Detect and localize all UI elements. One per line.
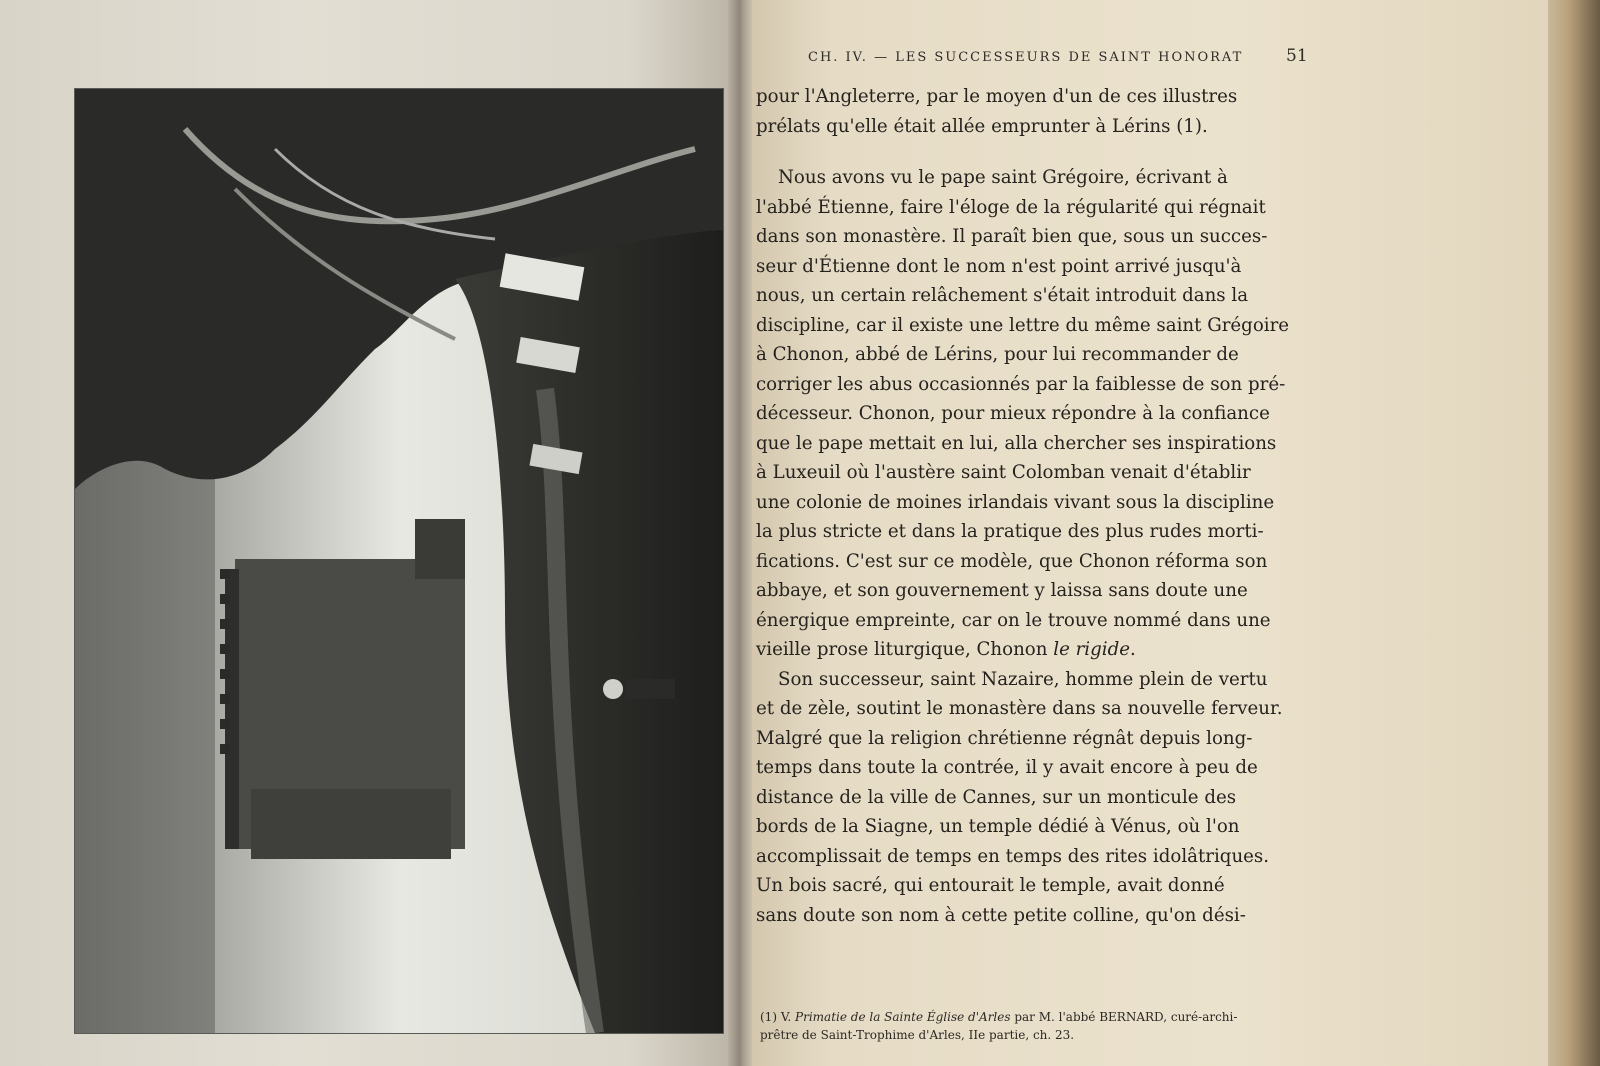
text-line: discipline, car il existe une lettre du même saint Grégoire [756,314,1290,336]
text-line: Un bois sacré, qui entourait le temple, avait donné [756,875,1225,896]
page-number: 51 [1286,46,1308,66]
text-line: Malgré que la religion chrétienne régnât depuis long- [756,727,1253,749]
text-line: énergique empreinte, car on le trouve nommé dans une [756,609,1271,631]
text-line-with-italic [756,635,1338,665]
footnote-line-1 [760,1008,1350,1026]
text-suffix: . [1130,639,1136,660]
text-line: nous, un certain relâchement s'était introduit dans la [756,285,1249,306]
text-line: et de zèle, soutint le monastère dans sa nouvelle ferveur. [756,698,1283,719]
footnote-marker: (1) V. [760,1010,796,1024]
photo-plate-monastery [74,88,724,1034]
paragraph-gap [756,141,1338,163]
footnote-line-2: prêtre de Saint-Trophime d'Arles, IIe partie, ch. 23. [760,1028,1075,1042]
text-line: décesseur. Chonon, pour mieux répondre à la confiance [756,403,1270,424]
text-line: la plus stricte et dans la pratique des plus rudes morti- [756,521,1264,542]
text-line: que le pape mettait en lui, alla chercher ses inspirations [756,432,1277,454]
text-line: corriger les abus occasionnés par la faiblesse de son pré- [756,373,1286,395]
text-line: dans son monastère. Il paraît bien que, sous un succes- [756,226,1268,247]
italic-epithet: le rigide [1053,639,1130,660]
text-line: une colonie de moines irlandais vivant sous la discipline [756,491,1275,513]
monastery-tower-photo [75,89,723,1033]
text-line: Son successeur, saint Nazaire, homme plein de vertu [778,668,1268,690]
footnote-title: Primatie de la Sainte Église d'Arles [795,1010,1011,1024]
book-gutter [728,0,754,1066]
text-line: à Luxeuil où l'austère saint Colomban venait d'établir [756,462,1251,483]
text-line: l'abbé Étienne, faire l'éloge de la régularité qui régnait [756,196,1266,218]
text-line: pour l'Angleterre, par le moyen d'un de ces illustres [756,86,1238,107]
text-line: prélats qu'elle était allée emprunter à Lérins (1). [756,115,1208,137]
footnote-rest: par M. l'abbé BERNARD, curé-archi- [1010,1010,1238,1024]
text-line: à Chonon, abbé de Lérins, pour lui recommander de [756,344,1239,365]
text-prefix: vieille prose liturgique, Chonon [756,639,1054,660]
body-text [756,82,1338,930]
text-line: distance de la ville de Cannes, sur un monticule des [756,786,1237,808]
text-line: seur d'Étienne dont le nom n'est point arrivé jusqu'à [756,255,1242,277]
text-line: abbaye, et son gouvernement y laissa sans doute une [756,580,1248,601]
text-line: fications. C'est sur ce modèle, que Chonon réforma son [756,550,1268,572]
page-edge [1548,0,1600,1066]
text-line: accomplissait de temps en temps des rites idolâtriques. [756,845,1270,867]
footnote [760,1008,1350,1044]
running-head [808,44,1508,74]
text-line: bords de la Siagne, un temple dédié à Vénus, où l'on [756,816,1240,837]
text-line: Nous avons vu le pape saint Grégoire, écrivant à [778,167,1228,188]
text-line: temps dans toute la contrée, il y avait encore à peu de [756,757,1258,778]
running-head-title: CH. IV. — LES SUCCESSEURS DE SAINT HONORAT [808,50,1244,65]
text-line: sans doute son nom à cette petite colline, qu'on dési- [756,904,1246,926]
